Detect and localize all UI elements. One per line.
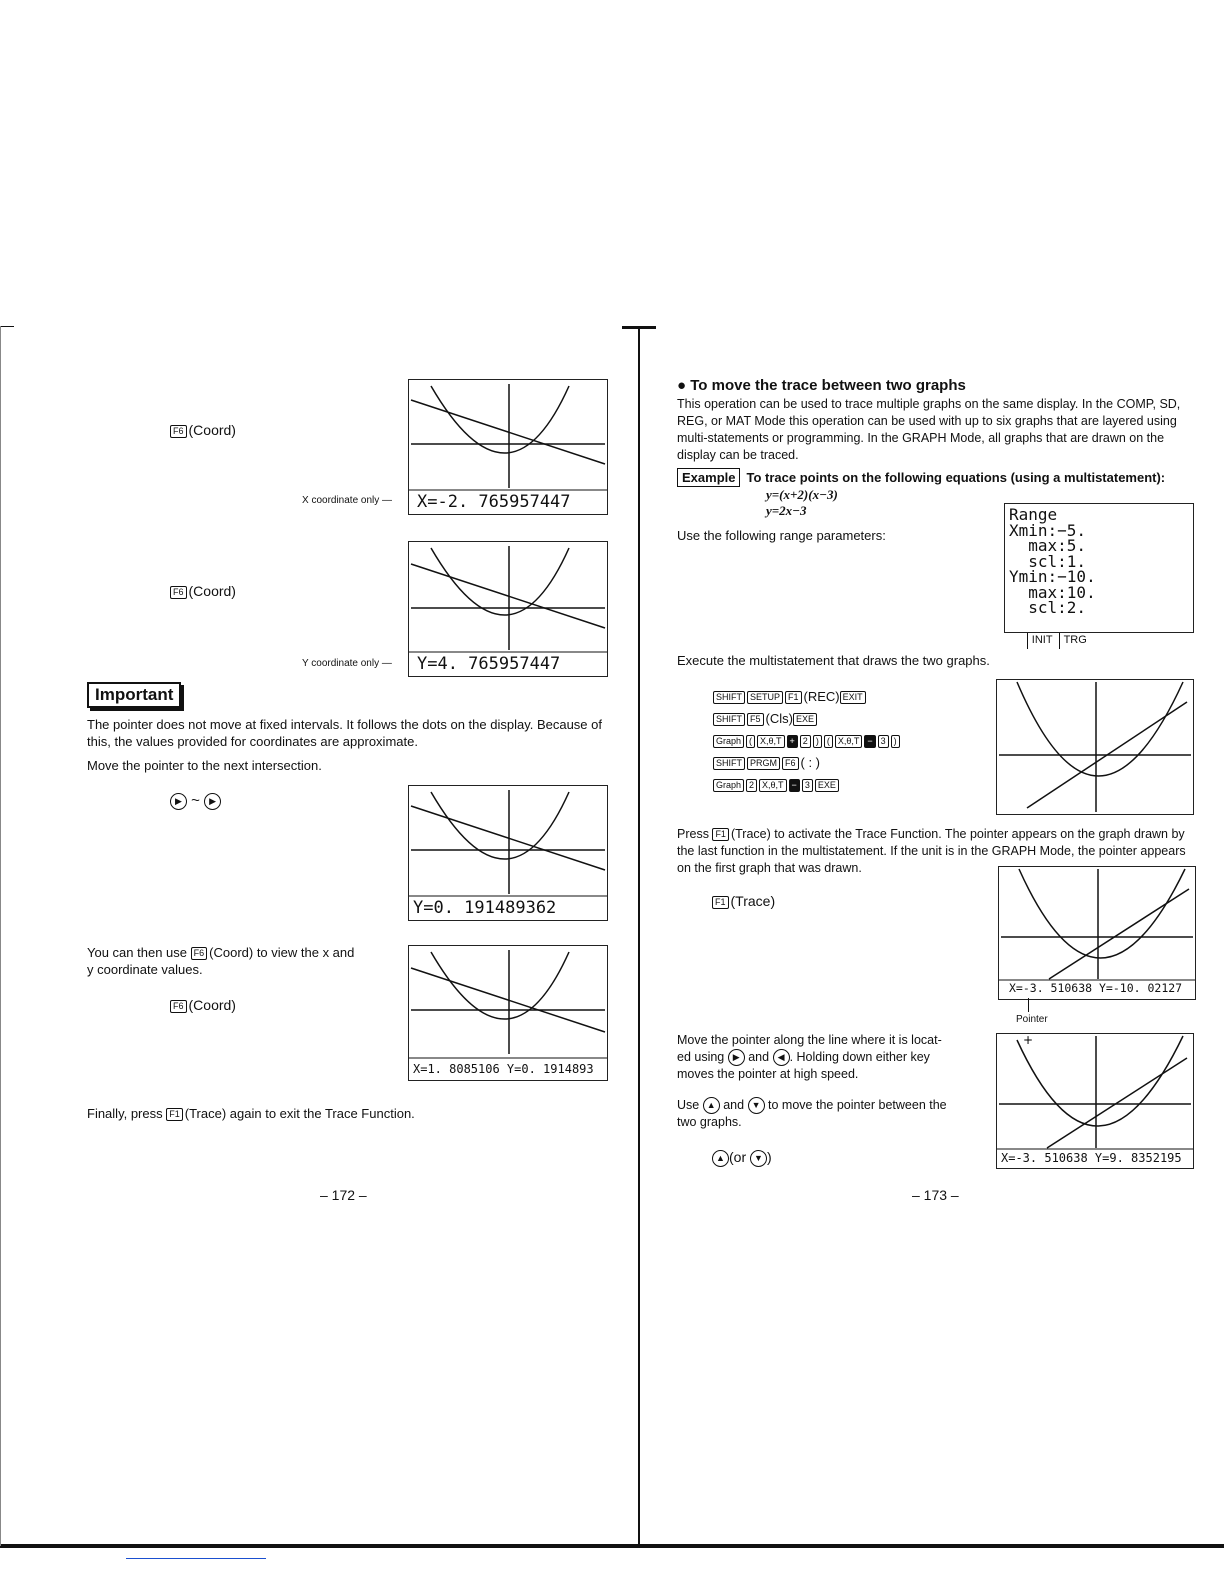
equation-1: y=(x+2)(x−3) [766,487,838,502]
left-edge [0,326,1,1546]
or-close: ) [767,1149,772,1165]
screen2-readout: Y=4. 765957447 [417,654,561,674]
two-key[interactable]: 2 [746,779,757,792]
graph-key[interactable]: Graph [713,735,744,748]
up-arrow-icon[interactable]: ▲ [712,1150,729,1167]
exe-key[interactable]: EXE [793,713,817,726]
trace-label: (Trace) [730,893,776,909]
right-arrow-icon[interactable]: ▶ [728,1049,745,1066]
f1-key[interactable]: F1 [785,691,802,704]
range-line: scl:2. [1009,598,1087,617]
f5-key[interactable]: F5 [747,713,764,726]
calc-screen-two-graphs [996,679,1194,815]
section-heading: ● To move the trace between two graphs [677,377,966,394]
move-line-1: Move the pointer along the line where it is locat- [677,1033,942,1047]
move-along-text [677,1032,967,1083]
f1-key[interactable]: F1 [712,828,729,841]
colon-label: ( : ) [800,755,821,770]
range-line: scl:1. [1009,551,1087,571]
f6-key[interactable]: F6 [191,947,208,960]
f6-key[interactable]: F6 [782,757,799,770]
minus-key[interactable]: − [789,779,800,792]
page-number-172: – 172 – [320,1187,367,1203]
view-text-2: (Coord) to view the x and [209,945,355,960]
up-arrow-icon[interactable]: ▲ [703,1097,720,1114]
y-only-caption: Y coordinate only — [302,658,392,669]
move-line-3: moves the pointer at high speed. [677,1067,859,1082]
coord-step-3 [170,994,236,1016]
prgm-key[interactable]: PRGM [747,757,780,770]
footer-link-line [126,1558,266,1559]
plus-key[interactable]: + [787,735,798,748]
screen4-readout: X=1. 8085106 Y=0. 1914893 [413,1062,594,1076]
range-line: max:10. [1009,582,1096,602]
shift-key[interactable]: SHIFT [713,713,745,726]
calc-screen-final [996,1033,1194,1169]
exe-key[interactable]: EXE [815,779,839,792]
finally-text-1: Finally, press [87,1106,163,1121]
rec-label: (REC) [803,689,840,704]
x-only-text: X coordinate only [302,495,380,506]
view-coord-text [87,944,354,978]
three-key[interactable]: 3 [802,779,813,792]
calc-screen-4 [408,945,608,1081]
close-paren-key[interactable]: ) [813,735,822,748]
view-text-1: You can then use [87,945,187,960]
screen1-readout: X=-2. 765957447 [417,492,571,512]
important-badge: Important [87,682,181,708]
coord-step-2 [170,580,236,602]
trace-readout: X=-3. 510638 Y=-10. 02127 [1009,981,1183,995]
or-text: (or [729,1149,747,1165]
right-arrow-icon[interactable]: ▶ [170,793,187,810]
key-sequence [713,686,902,796]
range-instruction: Use the following range parameters: [677,528,886,543]
y-only-text: Y coordinate only [302,658,380,669]
shift-key[interactable]: SHIFT [713,691,745,704]
calc-screen-3 [408,785,608,921]
bottom-rule [0,1544,1224,1548]
exit-key[interactable]: EXIT [840,691,866,704]
softkey-init[interactable]: INIT [1027,633,1057,649]
finally-text [87,1105,415,1122]
page-number-173: – 173 – [912,1187,959,1203]
key-line-4 [713,752,902,774]
center-divider [638,328,640,1546]
xthetat-key[interactable]: X,θ,T [759,779,787,792]
use-arrows-text [677,1097,967,1131]
coord-label: (Coord) [188,997,236,1013]
use-text-2: to move the pointer between the [768,1098,947,1112]
range-screen [1004,503,1194,646]
view-text-3: y coordinate values. [87,962,203,977]
range-line: Ymin:−10. [1009,567,1096,586]
x-only-caption: X coordinate only — [302,495,393,506]
range-line: Range [1009,505,1058,524]
calc-screen-trace [998,866,1196,1000]
f6-key[interactable]: F6 [170,1000,187,1013]
execute-text: Execute the multistatement that draws the two graphs. [677,653,990,668]
use-text-3: two graphs. [677,1115,742,1130]
key-line-3 [713,730,902,752]
right-arrow-sequence [170,792,221,810]
f1-key[interactable]: F1 [166,1108,183,1121]
softkey-trg[interactable]: TRG [1059,633,1091,649]
close-paren-key[interactable]: ) [891,735,900,748]
example-line [677,468,1165,487]
final-readout: X=-3. 510638 Y=9. 8352195 [1001,1151,1182,1165]
key-line-5 [713,774,902,796]
screen4-graph [409,946,607,1080]
f6-key[interactable]: F6 [170,586,187,599]
equation-2: y=2x−3 [766,503,807,518]
important-text: The pointer does not move at fixed intervals. It follows the dots on the display. Because of this, the values provided for coordinates are approximate. [87,717,602,749]
center-top-mark [622,326,656,329]
pointer-leader [1028,998,1029,1012]
open-paren-key[interactable]: ( [746,735,755,748]
use-and: and [723,1098,745,1112]
move-and: and [748,1050,770,1064]
down-arrow-icon[interactable]: ▼ [750,1150,767,1167]
key-line-1 [713,686,902,708]
down-arrow-icon[interactable]: ▼ [748,1097,765,1114]
open-paren-key[interactable]: ( [824,735,833,748]
final-plot [997,1034,1193,1168]
setup-key[interactable]: SETUP [747,691,783,704]
two-key[interactable]: 2 [800,735,811,748]
move-next-text: Move the pointer to the next intersection. [87,758,322,773]
example-text: To trace points on the following equations (using a multistatement): [746,470,1166,485]
three-key[interactable]: 3 [878,735,889,748]
cls-label: (Cls) [765,711,793,726]
trace-step [712,890,775,912]
xthetat-key[interactable]: X,θ,T [757,735,785,748]
key-line-2 [713,708,902,730]
press-text-2: (Trace) to activate the Trace Function. The pointer appears on the graph drawn by the last function in the multistatement. If the unit is in the GRAPH Mode, the pointer appears on the first graph that was drawn. [677,827,1186,875]
calc-screen-1 [408,379,608,515]
two-graphs-plot [997,680,1193,814]
press-text-1: Press [677,827,709,841]
intro-text: This operation can be used to trace multiple graphs on the same display. In the COMP, SD, REG, or MAT Mode this operation can be used with up to six graphs that are layered using multi-statements or programming. In the GRAPH Mode, all graphs that are drawn on the display can be traced. [677,397,1181,462]
example-badge: Example [677,468,740,487]
trace-plot [999,867,1195,999]
use-text-1: Use [677,1098,700,1112]
calc-screen-2 [408,541,608,677]
tilde: ~ [191,792,200,809]
graph-key[interactable]: Graph [713,779,744,792]
pointer-caption: Pointer [1016,1014,1048,1025]
coord-label: (Coord) [188,583,236,599]
xthetat-key[interactable]: X,θ,T [835,735,863,748]
svg-text:+: + [1023,1034,1034,1047]
f1-key[interactable]: F1 [712,896,729,909]
range-line: Xmin:−5. [1009,520,1087,540]
up-or-down-step [712,1146,772,1168]
right-arrow-icon[interactable]: ▶ [204,793,221,810]
finally-text-2: (Trace) again to exit the Trace Function. [184,1106,415,1121]
move-line-2a: ed using [677,1050,725,1064]
range-line: max:5. [1009,536,1087,555]
screen3-readout: Y=0. 191489362 [413,898,557,918]
f6-key[interactable]: F6 [170,425,187,438]
shift-key[interactable]: SHIFT [713,757,745,770]
left-arrow-icon[interactable]: ◀ [773,1049,790,1066]
coord-label: (Coord) [188,422,236,438]
minus-key[interactable]: − [864,735,875,748]
coord-step-1 [170,419,236,441]
top-left-tick [0,326,14,327]
move-line-2b: . Holding down either key [789,1050,930,1064]
